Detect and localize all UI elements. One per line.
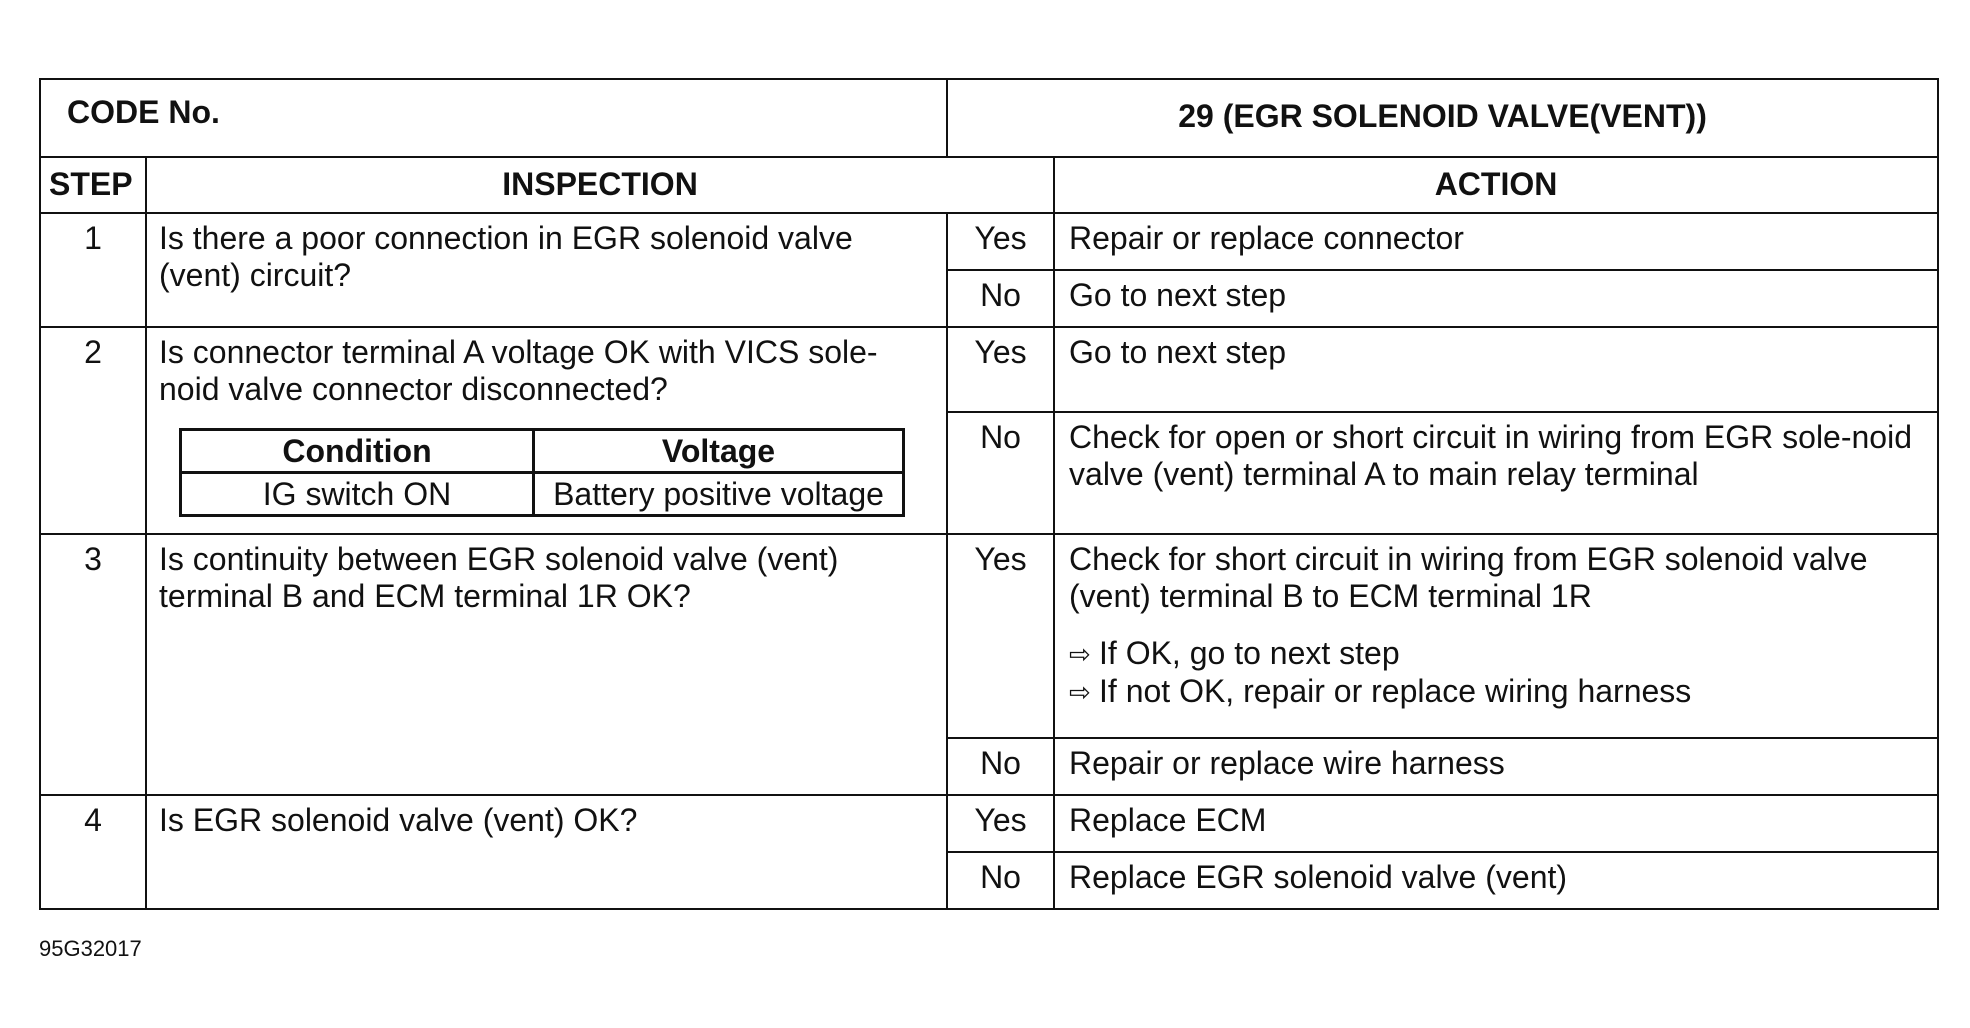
arrow-right-outline-icon: ⇨ (1069, 677, 1091, 707)
code-number-label-text: CODE No. (67, 94, 220, 130)
bullet-item (1069, 635, 1925, 673)
code-number-label (40, 79, 947, 157)
inspection-text: Is EGR solenoid valve (vent) OK? (146, 795, 947, 909)
bullet-item (1069, 673, 1925, 711)
yes-label: Yes (947, 327, 1054, 412)
inspection-column-header: INSPECTION (146, 157, 1054, 213)
table-row (40, 327, 1938, 412)
yes-label: Yes (947, 534, 1054, 738)
table-row (40, 795, 1938, 852)
no-action: Repair or replace wire harness (1054, 738, 1938, 795)
no-label: No (947, 412, 1054, 534)
table-row (40, 213, 1938, 270)
no-label: No (947, 738, 1054, 795)
yes-action-cell (1054, 534, 1938, 738)
inspection-cell (146, 327, 947, 534)
step-column-header: STEP (40, 157, 146, 213)
column-header-row (40, 157, 1938, 213)
step-number: 4 (40, 795, 146, 909)
yes-action: Repair or replace connector (1054, 213, 1938, 270)
arrow-right-outline-icon: ⇨ (1069, 639, 1091, 669)
no-label: No (947, 852, 1054, 909)
no-action: Replace EGR solenoid valve (vent) (1054, 852, 1938, 909)
diagnostic-code-table (39, 78, 1939, 910)
bullet-text: If OK, go to next step (1099, 635, 1400, 671)
step-number: 2 (40, 327, 146, 534)
yes-action: Go to next step (1054, 327, 1938, 412)
yes-label: Yes (947, 213, 1054, 270)
condition-header: Condition (181, 430, 534, 473)
condition-voltage-table (179, 428, 905, 517)
action-column-header: ACTION (1054, 157, 1938, 213)
condition-value: IG switch ON (181, 473, 534, 516)
inspection-text: Is there a poor connection in EGR solenoid valve (vent) circuit? (146, 213, 947, 327)
step-number: 1 (40, 213, 146, 327)
voltage-header: Voltage (534, 430, 904, 473)
code-row (40, 79, 1938, 157)
yes-action: Check for short circuit in wiring from EGR solenoid valve (vent) terminal B to ECM terminal 1R (1069, 541, 1868, 614)
no-action: Go to next step (1054, 270, 1938, 327)
bullet-text: If not OK, repair or replace wiring harness (1099, 673, 1692, 709)
yes-action: Replace ECM (1054, 795, 1938, 852)
step-number: 3 (40, 534, 146, 795)
code-number-value: 29 (EGR SOLENOID VALVE(VENT)) (947, 79, 1938, 157)
table-row (40, 534, 1938, 738)
no-action: Check for open or short circuit in wiring from EGR sole-noid valve (vent) terminal A to main relay terminal (1054, 412, 1938, 534)
inspection-text: Is connector terminal A voltage OK with VICS sole-noid valve connector disconnected? (159, 334, 878, 407)
no-label: No (947, 270, 1054, 327)
figure-id: 95G32017 (39, 936, 142, 961)
voltage-value: Battery positive voltage (534, 473, 904, 516)
inspection-text: Is continuity between EGR solenoid valve (vent) terminal B and ECM terminal 1R OK? (146, 534, 947, 795)
yes-label: Yes (947, 795, 1054, 852)
